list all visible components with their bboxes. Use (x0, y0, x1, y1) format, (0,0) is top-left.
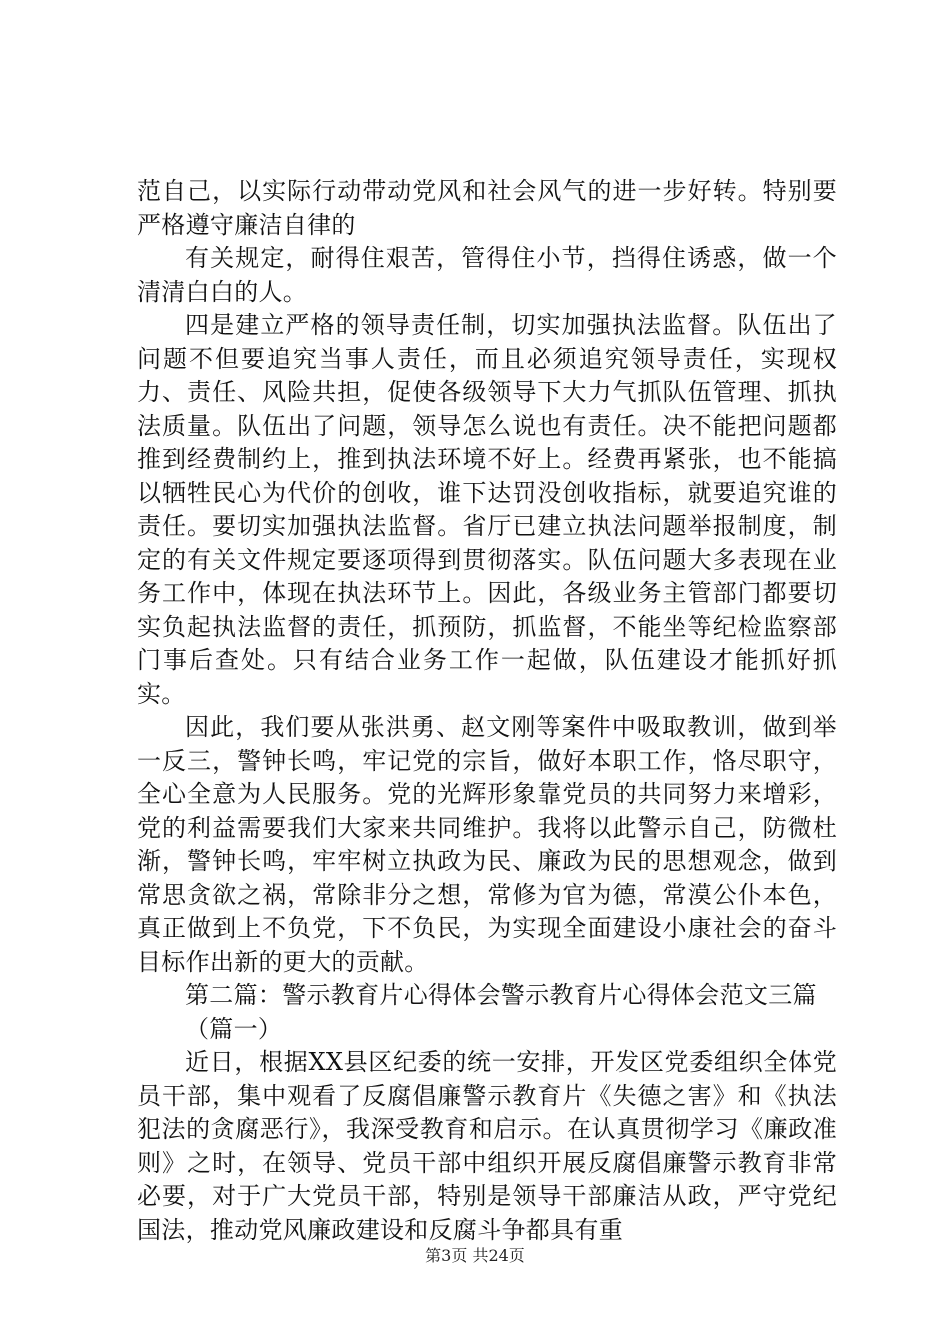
paragraph: 有关规定，耐得住艰苦，管得住小节，挡得住诱惑，做一个清清白白的人。 (137, 244, 837, 306)
paragraph: 因此，我们要从张洪勇、赵文刚等案件中吸取教训，做到举一反三，警钟长鸣，牢记党的宗旨，做好本职工作，恪尽职守，全心全意为人民服务。党的光辉形象靠党员的共同努力来增彩，党的利益需要我们大家来共同维护。我将以此警示自己，防微杜渐，警钟长鸣，牢牢树立执政为民、廉政为民的思想观念，做到常思贪欲之祸，常除非分之想，常修为官为德，常漠公仆本色，真正做到上不负党，下不负民，为实现全面建设小康社会的奋斗目标作出新的更大的贡献。 (137, 713, 837, 976)
subsection-heading: （篇一） (185, 1014, 283, 1043)
document-body (137, 175, 837, 1247)
page-number: 第3页 共24页 (425, 1246, 525, 1265)
paragraph: 近日，根据XX县区纪委的统一安排，开发区党委组织全体党员干部，集中观看了反腐倡廉警示教育片《失德之害》和《执法犯法的贪腐恶行》，我深受教育和启示。在认真贯彻学习《廉政准则》之时，在领导、党员干部中组织开展反腐倡廉警示教育非常必要，对于广大党员干部，特别是领导干部廉洁从政，严守党纪国法，推动党风廉政建设和反腐斗争都具有重 (137, 1048, 837, 1244)
section-heading: 第二篇：警示教育片心得体会警示教育片心得体会范文三篇 (185, 981, 817, 1009)
paragraph: 范自己，以实际行动带动党风和社会风气的进一步好转。特别要严格遵守廉洁自律的 (137, 177, 837, 239)
paragraph: 四是建立严格的领导责任制，切实加强执法监督。队伍出了问题不但要追究当事人责任，而且必须追究领导责任，实现权力、责任、风险共担，促使各级领导下大力气抓队伍管理、抓执法质量。队伍出了问题，领导怎么说也有责任。决不能把问题都推到经费制约上，推到执法环境不好上。经费再紧张，也不能搞以牺牲民心为代价的创收，谁下达罚没创收指标，就要追究谁的责任。要切实加强执法监督。省厅已建立执法问题举报制度，制定的有关文件规定要逐项得到贯彻落实。队伍问题大多表现在业务工作中，体现在执法环节上。因此，各级业务主管部门都要切实负起执法监督的责任，抓预防，抓监督，不能坐等纪检监察部门事后查处。只有结合业务工作一起做，队伍建设才能抓好抓实。 (137, 311, 837, 708)
